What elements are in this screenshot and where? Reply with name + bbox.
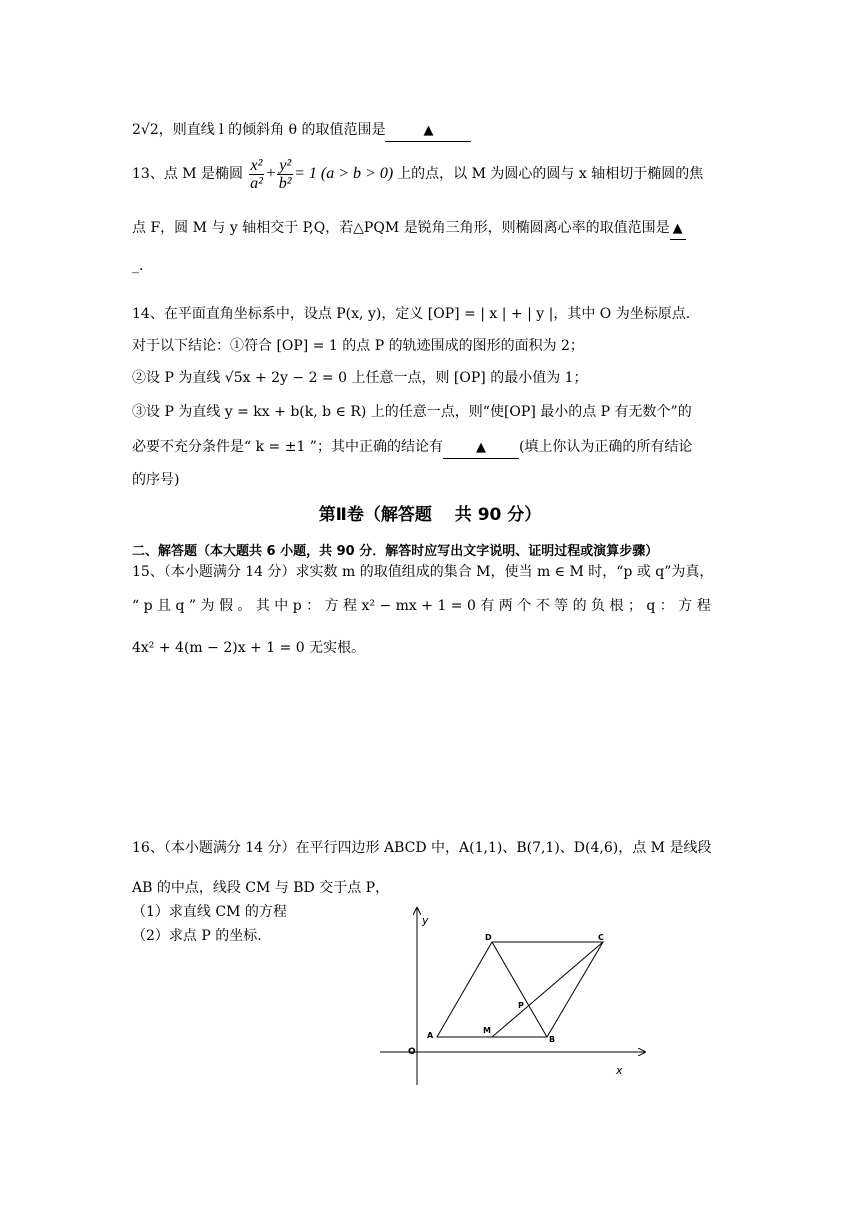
axis-label-y: y xyxy=(422,914,429,927)
q12-answer-blank xyxy=(385,120,471,142)
q16-part2 xyxy=(132,926,262,946)
q16-line1 xyxy=(132,838,711,858)
point-label-d: D xyxy=(485,933,492,942)
answer-triangle-icon: ▲ xyxy=(423,123,434,138)
q14-text-5b: (填上你认为正确的所有结论 xyxy=(518,439,693,455)
segment-bd xyxy=(492,942,547,1037)
q16-line2 xyxy=(132,878,389,898)
q14-answer-blank xyxy=(443,437,519,459)
parallelogram-figure xyxy=(370,900,660,1090)
q15-text-3: 4x² + 4(m − 2)x + 1 = 0 无实根。 xyxy=(132,640,366,656)
q15-line2 xyxy=(132,596,711,616)
segment-cm xyxy=(492,942,603,1037)
q13-line3 xyxy=(132,256,143,276)
q16-text-2: AB 的中点，线段 CM 与 BD 交于点 P， xyxy=(132,880,390,896)
q13-answer-blank xyxy=(670,218,686,240)
q13-text-b: 上的点，以 M 为圆心的圆与 x 轴相切于椭圆的焦 xyxy=(397,166,704,182)
q14-line3 xyxy=(132,368,588,388)
q13-text-a: 13、点 M 是椭圆 xyxy=(132,166,244,182)
answer-triangle-icon: ▲ xyxy=(475,440,486,455)
q13-line1 xyxy=(132,154,703,194)
q16-part1 xyxy=(132,902,287,922)
fraction-x2-a2: $\frac{\text{x²}}{\text{a²}}$ xyxy=(250,156,263,192)
q15-text-2: “ p 且 q ” 为 假 。 其 中 p ： 方 程 x² − mx + 1 = 0 有 两 个 不 等 的 负 根 ； q ： 方 程 xyxy=(132,598,711,614)
q16-text-1: 16、（本小题满分 14 分）在平行四边形 ABCD 中，A(1,1)、B(7,1)、D(4,6)，点 M 是线段 xyxy=(132,840,712,856)
q16-part1-text: （1）求直线 CM 的方程 xyxy=(132,904,287,920)
q14-text-5a: 必要不充分条件是“ k = ±1 ”；其中正确的结论有 xyxy=(132,439,443,455)
section-heading: 二、解答题（本大题共 6 小题，共 90 分．解答时应写出文字说明、证明过程或演算步骤） xyxy=(132,544,659,559)
q14-text-6: 的序号) xyxy=(132,472,180,488)
ellipse-equation: $\frac{\text{x²}}{\text{a²}}$ + $\frac{\text{y²}}{\text{b²}}$ = 1 (a > b > 0) xyxy=(250,156,394,192)
q13-text-c: 点 F，圆 M 与 y 轴相交于 P,Q，若△PQM 是锐角三角形，则椭圆离心率的取值范围是 xyxy=(132,220,670,236)
q14-line1 xyxy=(132,304,690,324)
q16-part2-text: （2）求点 P 的坐标. xyxy=(132,928,262,944)
q14-line4 xyxy=(132,402,692,422)
q15-text-1: 15、（本小题满分 14 分）求实数 m 的取值组成的集合 M，使当 m ∈ M 时，“p 或 q”为真， xyxy=(132,564,714,580)
fraction-y2-b2: $\frac{\text{y²}}{\text{b²}}$ xyxy=(278,156,292,192)
point-label-a: A xyxy=(427,1031,434,1040)
point-label-b: B xyxy=(549,1035,556,1044)
q13-text-d: _. xyxy=(132,258,144,274)
q15-line1 xyxy=(132,562,713,582)
q14-line6 xyxy=(132,470,179,490)
q14-text-2: 对于以下结论：①符合 [OP] = 1 的点 P 的轨迹围成的图形的面积为 2； xyxy=(132,338,584,354)
q14-text-3: ②设 P 为直线 √5x + 2y − 2 = 0 上任意一点，则 [OP] 的最小值为 1； xyxy=(132,370,588,386)
q12-tail-line xyxy=(132,120,471,142)
origin-label: O xyxy=(408,1047,416,1057)
point-label-m: M xyxy=(483,1026,491,1035)
q14-line5 xyxy=(132,437,692,459)
axis-label-x: x xyxy=(616,1064,623,1077)
section-title: 第Ⅱ卷（解答题 共 90 分） xyxy=(318,505,542,525)
q13-line2 xyxy=(132,218,686,240)
q12-tail-text: 2√2，则直线 l 的倾斜角 θ 的取值范围是 xyxy=(132,122,386,138)
q15-line3 xyxy=(132,638,365,658)
q14-text-1: 14、在平面直角坐标系中，设点 P(x, y)，定义 [OP] = | x | + | y |，其中 O 为坐标原点. xyxy=(132,306,691,322)
point-label-p: P xyxy=(518,1001,524,1010)
q14-line2 xyxy=(132,336,584,356)
answer-triangle-icon: ▲ xyxy=(672,221,683,236)
q14-text-4: ③设 P 为直线 y = kx + b(k, b ∈ R) 上的任意一点，则“使[OP] 最小的点 P 有无数个”的 xyxy=(132,404,692,420)
point-label-c: C xyxy=(598,933,604,942)
